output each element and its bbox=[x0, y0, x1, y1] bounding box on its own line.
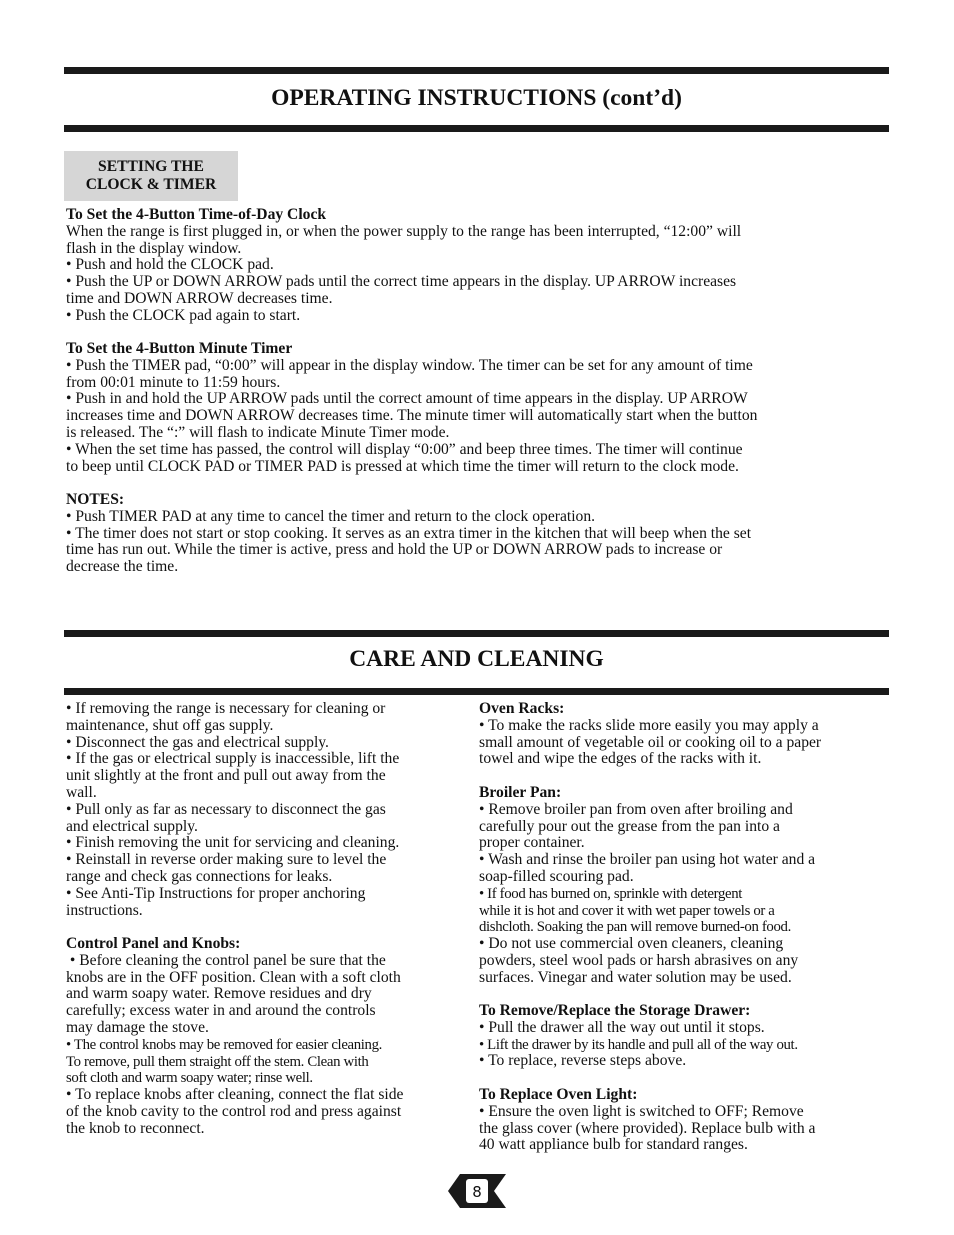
broiler-heading: Broiler Pan: bbox=[479, 784, 562, 801]
paragraph-line: • Push the UP or DOWN ARROW pads until the correct time appears in the display. UP ARROW increases bbox=[66, 273, 737, 291]
operating-title-rule bbox=[64, 125, 889, 132]
drawer-heading: To Remove/Replace the Storage Drawer: bbox=[479, 1002, 751, 1019]
paragraph-line: knobs are in the OFF position. Clean with a soft cloth bbox=[66, 968, 401, 986]
paragraph-line: soap-filled scouring pad. bbox=[479, 867, 634, 885]
paragraph-line: powders, steel wool pads or harsh abrasives on any bbox=[479, 951, 799, 969]
broiler-pan-section bbox=[479, 785, 815, 987]
light-heading: To Replace Oven Light: bbox=[479, 1086, 638, 1103]
paragraph-line: • Wash and rinse the broiler pan using hot water and a bbox=[479, 851, 816, 869]
page-number-badge bbox=[448, 1172, 506, 1210]
paragraph-line: • Disconnect the gas and electrical supply. bbox=[66, 733, 329, 751]
oven-racks-section bbox=[479, 701, 821, 768]
paragraph-line: • Do not use commercial oven cleaners, cleaning bbox=[479, 935, 784, 953]
paragraph-line: dishcloth. Soaking the pan will remove burned-on food. bbox=[479, 919, 791, 936]
paragraph-line: • Ensure the oven light is switched to OFF; Remove bbox=[479, 1102, 804, 1120]
paragraph-line: 40 watt appliance bulb for standard ranges. bbox=[479, 1136, 748, 1154]
paragraph-line: proper container. bbox=[479, 834, 585, 852]
paragraph-line: To remove, pull them straight off the stem. Clean with bbox=[66, 1053, 369, 1070]
control-heading: Control Panel and Knobs: bbox=[66, 935, 241, 952]
care-title: CARE AND CLEANING bbox=[349, 646, 604, 672]
paragraph-line: • Remove broiler pan from oven after broiling and bbox=[479, 800, 793, 818]
care-title-rule bbox=[64, 688, 889, 695]
paragraph-line: while it is hot and cover it with wet paper towels or a bbox=[479, 902, 775, 919]
care-general bbox=[66, 701, 399, 919]
paragraph-line: • Pull only as far as necessary to disconnect the gas bbox=[66, 800, 386, 818]
paragraph-line: • Push TIMER PAD at any time to cancel the timer and return to the clock operation. bbox=[66, 507, 596, 525]
care-top-rule bbox=[64, 630, 889, 637]
paragraph-line: time has run out. While the timer is active, press and hold the UP or DOWN ARROW pads to increase or bbox=[66, 541, 723, 559]
paragraph-line: • If removing the range is necessary for cleaning or bbox=[66, 700, 386, 717]
paragraph-line: small amount of vegetable oil or cooking oil to a paper bbox=[479, 733, 822, 751]
paragraph-line: • To replace knobs after cleaning, connect the flat side bbox=[66, 1086, 404, 1104]
paragraph-line: may damage the stove. bbox=[66, 1018, 209, 1036]
paragraph-line: wall. bbox=[66, 783, 97, 801]
top-rule bbox=[64, 67, 889, 74]
page-number: 8 bbox=[472, 1183, 482, 1201]
paragraph-line: and electrical supply. bbox=[66, 817, 198, 835]
paragraph-line: from 00:01 minute to 11:59 hours. bbox=[66, 373, 281, 391]
timer-heading: To Set the 4-Button Minute Timer bbox=[66, 340, 293, 357]
paragraph-line: • Before cleaning the control panel be sure that the bbox=[66, 951, 386, 969]
storage-drawer-section bbox=[479, 1003, 798, 1070]
paragraph-line: maintenance, shut off gas supply. bbox=[66, 716, 274, 734]
control-panel-section bbox=[66, 936, 403, 1138]
paragraph-line: carefully; excess water in and around the controls bbox=[66, 1002, 376, 1020]
paragraph-line: • If food has burned on, sprinkle with detergent bbox=[479, 885, 743, 902]
paragraph-line: towel and wipe the edges of the racks with it. bbox=[479, 750, 762, 768]
paragraph-line: • Push the TIMER pad, “0:00” will appear in the display window. The timer can be set for any amount of time bbox=[66, 356, 753, 374]
operating-title: OPERATING INSTRUCTIONS (cont’d) bbox=[271, 85, 682, 111]
oven-light-section bbox=[479, 1087, 815, 1154]
racks-heading: Oven Racks: bbox=[479, 700, 565, 717]
paragraph-line: range and check gas connections for leaks. bbox=[66, 867, 333, 885]
paragraph-line: • Push in and hold the UP ARROW pads until the correct amount of time appears in the display. UP ARROW bbox=[66, 390, 748, 408]
tag-line-1: SETTING THE bbox=[98, 158, 204, 175]
clock-heading: To Set the 4-Button Time-of-Day Clock bbox=[66, 206, 327, 223]
paragraph-line: decrease the time. bbox=[66, 558, 179, 576]
paragraph-line: • Finish removing the unit for servicing and cleaning. bbox=[66, 834, 400, 852]
paragraph-line: the glass cover (where provided). Replace bulb with a bbox=[479, 1119, 816, 1137]
clock-section bbox=[66, 207, 741, 325]
paragraph-line: unit slightly at the front and pull out away from the bbox=[66, 767, 386, 785]
paragraph-line: time and DOWN ARROW decreases time. bbox=[66, 289, 333, 307]
paragraph-line: instructions. bbox=[66, 901, 143, 919]
paragraph-line: • Pull the drawer all the way out until it stops. bbox=[479, 1018, 765, 1036]
paragraph-line: When the range is first plugged in, or when the power supply to the range has been interrupted, “12:00” will bbox=[66, 222, 742, 240]
tag-line-2: CLOCK & TIMER bbox=[85, 176, 217, 193]
paragraph-line: and warm soapy water. Remove residues and dry bbox=[66, 985, 372, 1003]
paragraph-line: carefully pour out the grease from the pan into a bbox=[479, 817, 780, 835]
notes-heading: NOTES: bbox=[66, 491, 125, 508]
paragraph-line: • The timer does not start or stop cooking. It serves as an extra timer in the kitchen that will beep when the set bbox=[66, 524, 752, 542]
clock-timer-tag bbox=[64, 151, 238, 201]
paragraph-line: increases time and DOWN ARROW decreases time. The minute timer will automatically start when the button bbox=[66, 407, 758, 425]
paragraph-line: • See Anti-Tip Instructions for proper anchoring bbox=[66, 884, 366, 902]
notes-section bbox=[66, 492, 751, 576]
paragraph-line: • Push the CLOCK pad again to start. bbox=[66, 306, 301, 324]
paragraph-line: • Push and hold the CLOCK pad. bbox=[66, 256, 274, 274]
paragraph-line: surfaces. Vinegar and water solution may be used. bbox=[479, 968, 792, 986]
paragraph-line: soft cloth and warm soapy water; rinse well. bbox=[66, 1070, 313, 1087]
paragraph-line: is released. The “:” will flash to indicate Minute Timer mode. bbox=[66, 423, 450, 441]
paragraph-line: flash in the display window. bbox=[66, 239, 242, 257]
paragraph-line: • To replace, reverse steps above. bbox=[479, 1052, 687, 1070]
paragraph-line: • Reinstall in reverse order making sure to level the bbox=[66, 851, 387, 869]
paragraph-line: the knob to reconnect. bbox=[66, 1119, 205, 1137]
paragraph-line: • The control knobs may be removed for easier cleaning. bbox=[66, 1036, 383, 1053]
paragraph-line: to beep until CLOCK PAD or TIMER PAD is pressed at which time the timer will return to the clock mode. bbox=[66, 457, 739, 475]
paragraph-line: of the knob cavity to the control rod and press against bbox=[66, 1102, 402, 1120]
paragraph-line: • When the set time has passed, the control will display “0:00” and beep three times. The timer will continue bbox=[66, 440, 743, 458]
paragraph-line: • Lift the drawer by its handle and pull all of the way out. bbox=[479, 1036, 798, 1053]
timer-section bbox=[66, 341, 757, 475]
paragraph-line: • If the gas or electrical supply is inaccessible, lift the bbox=[66, 750, 400, 768]
paragraph-line: • To make the racks slide more easily you may apply a bbox=[479, 716, 819, 734]
